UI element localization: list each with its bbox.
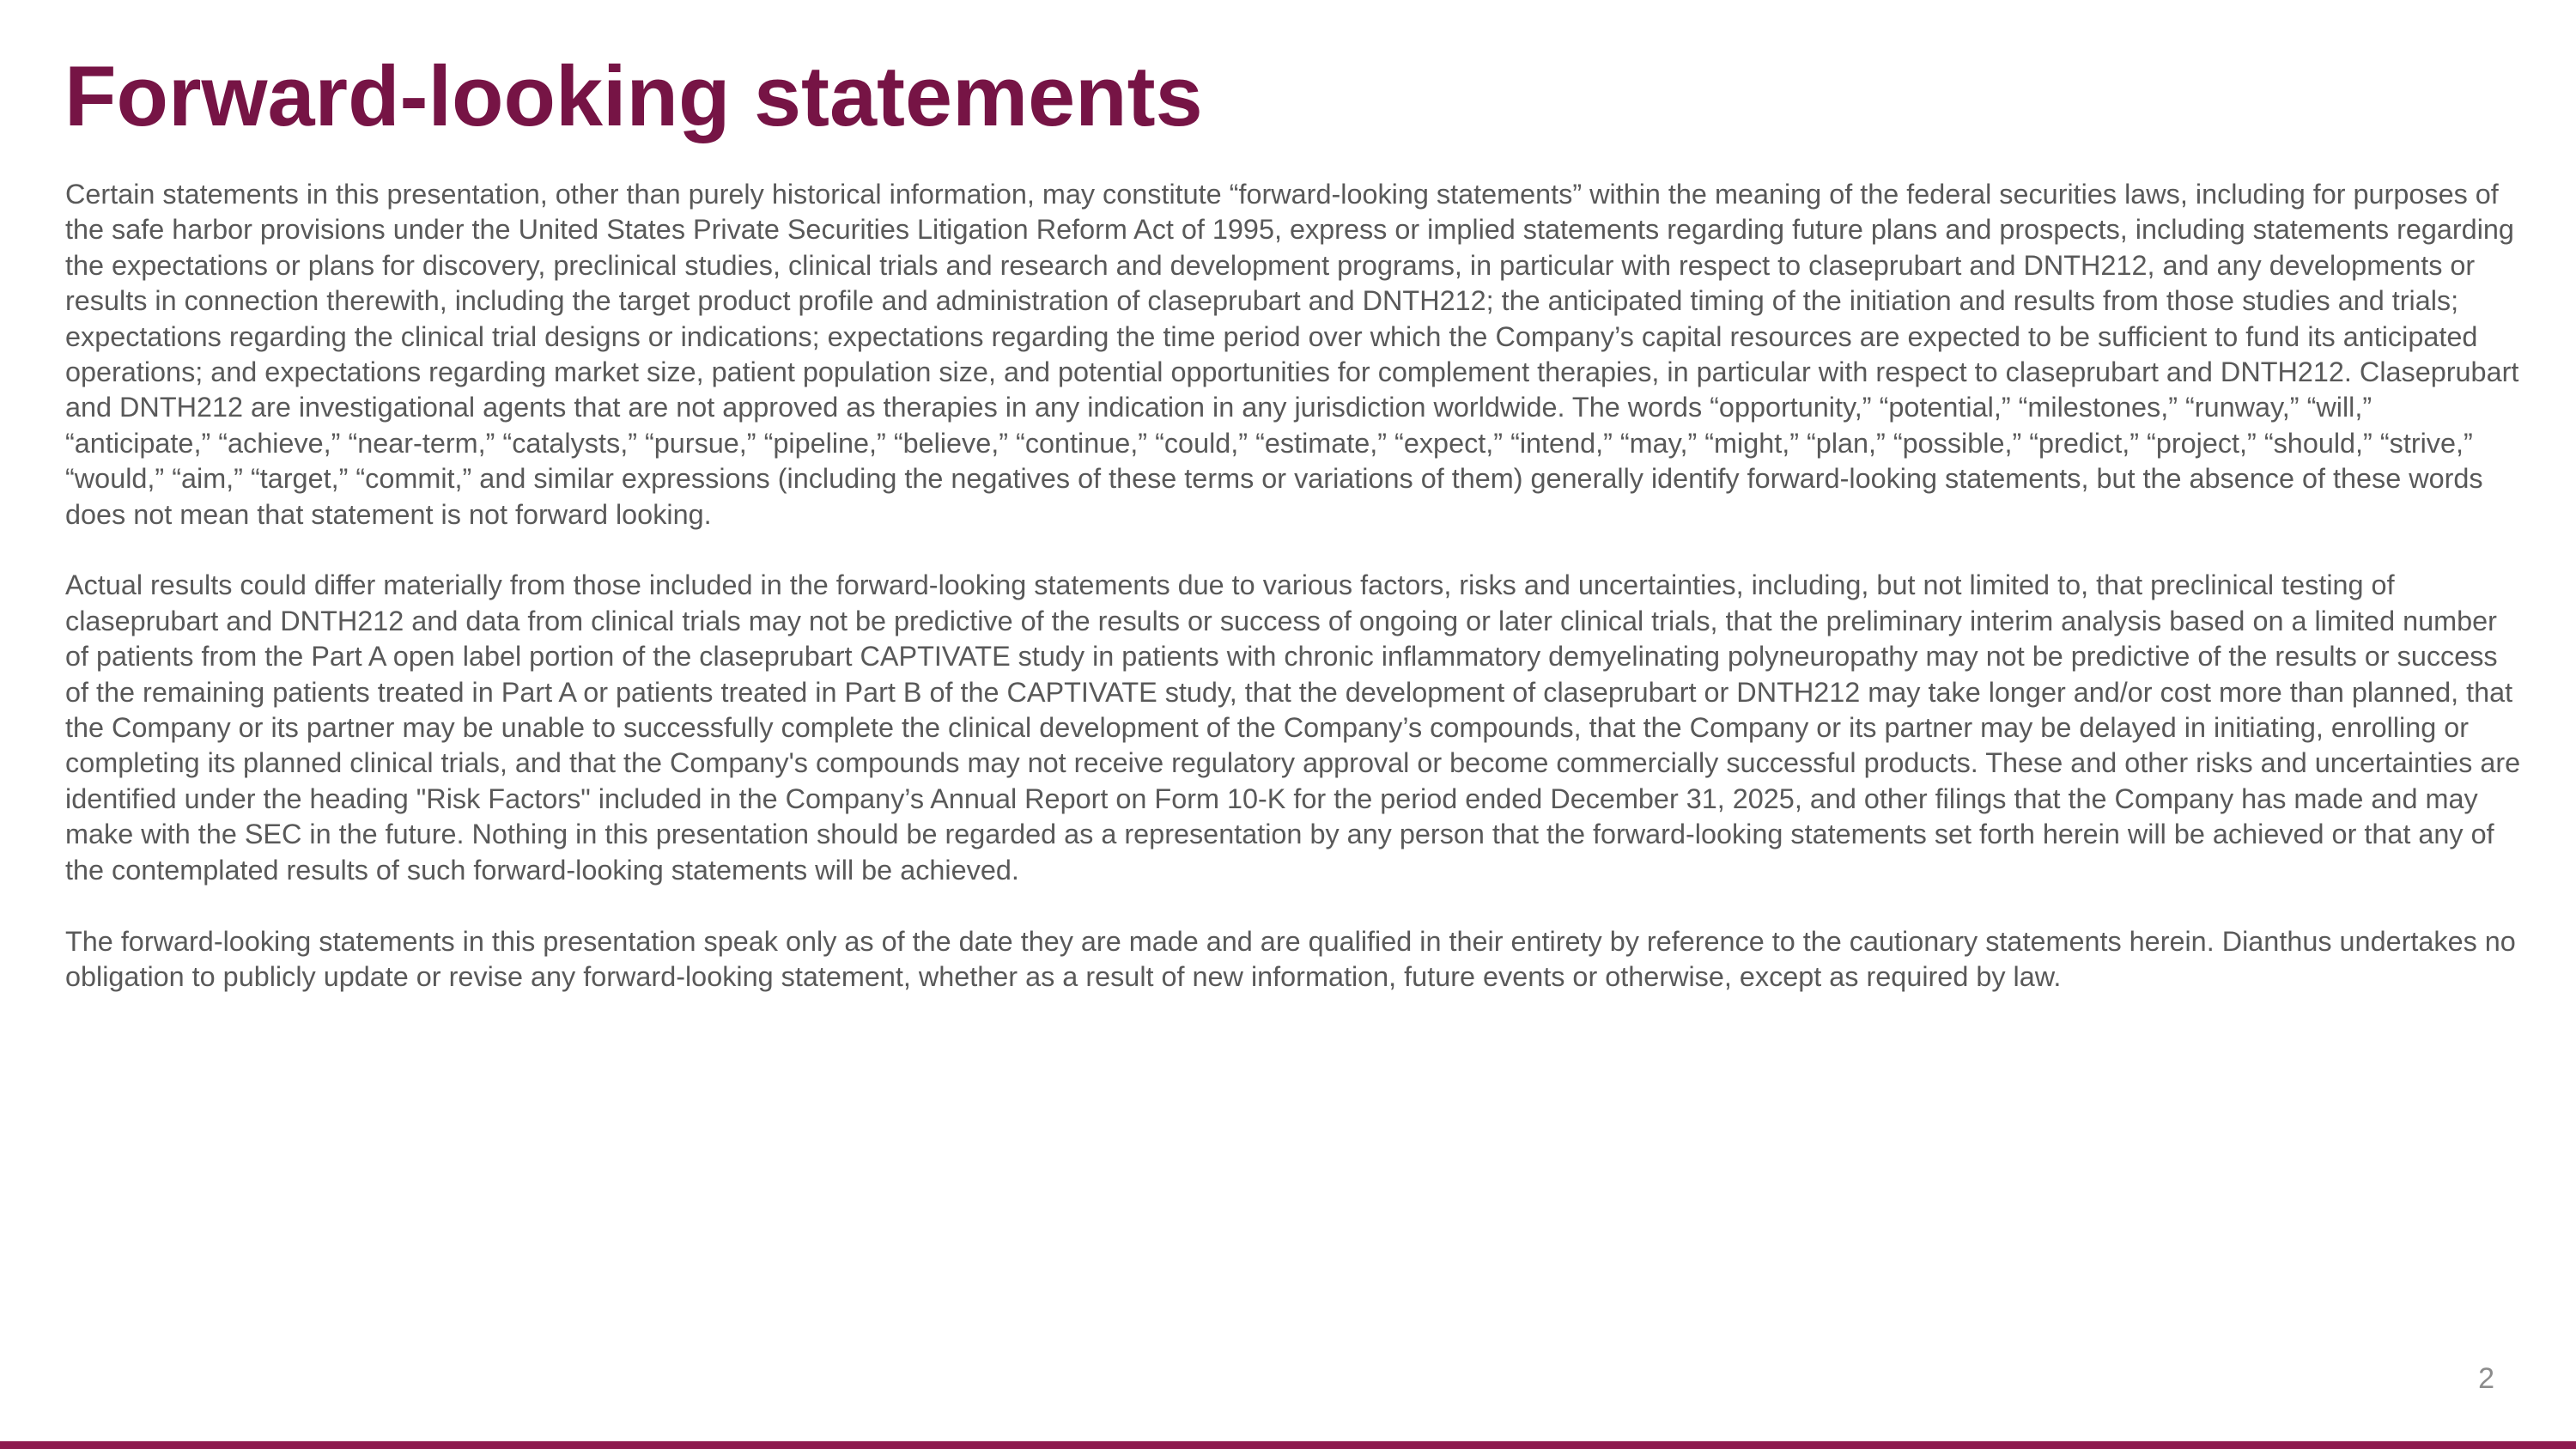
disclaimer-body bbox=[65, 177, 2523, 995]
paragraph-forward-looking-definition: Certain statements in this presentation, other than purely historical information, may constitute “forward-looking statements” within the meaning of the federal securities laws, including for purposes of the safe harbor provisions under the United States Private Securities Litigation Reform Act of 1995, express or implied statements regarding future plans and prospects, including statements regarding the expectations or plans for discovery, preclinical studies, clinical trials and research and development programs, in particular with respect to claseprubart and DNTH212, and any developments or results in connection therewith, including the target product profile and administration of claseprubart and DNTH212; the anticipated timing of the initiation and results from those studies and trials; expectations regarding the clinical trial designs or indications; expectations regarding the time period over which the Company’s capital resources are expected to be sufficient to fund its anticipated operations; and expectations regarding market size, patient population size, and potential opportunities for complement therapies, in particular with respect to claseprubart and DNTH212. Claseprubart and DNTH212 are investigational agents that are not approved as therapies in any indication in any jurisdiction worldwide. The words “opportunity,” “potential,” “milestones,” “runway,” “will,” “anticipate,” “achieve,” “near-term,” “catalysts,” “pursue,” “pipeline,” “believe,” “continue,” “could,” “estimate,” “expect,” “intend,” “may,” “might,” “plan,” “possible,” “predict,” “project,” “should,” “strive,” “would,” “aim,” “target,” “commit,” and similar expressions (including the negatives of these terms or variations of them) generally identify forward-looking statements, but the absence of these words does not mean that statement is not forward looking. bbox=[65, 179, 2519, 530]
footer-accent-bar bbox=[0, 1441, 2576, 1449]
slide-title: Forward-looking statements bbox=[64, 48, 1203, 143]
page-number: 2 bbox=[2478, 1362, 2494, 1395]
paragraph-no-obligation: The forward-looking statements in this presentation speak only as of the date they are made and are qualified in their entirety by reference to the cautionary statements herein. Dianthus undertakes no obligation to publicly update or revise any forward-looking statement, whether as a result of new information, future events or otherwise, except as required by law. bbox=[65, 925, 2516, 992]
paragraph-risk-factors: Actual results could differ materially from those included in the forward-looking statements due to various factors, risks and uncertainties, including, but not limited to, that preclinical testing of claseprubart and DNTH212 and data from clinical trials may not be predictive of the results or success of ongoing or later clinical trials, that the preliminary interim analysis based on a limited number of patients from the Part A open label portion of the claseprubart CAPTIVATE study in patients with chronic inflammatory demyelinating polyneuropathy may not be predictive of the results or success of the remaining patients treated in Part A or patients treated in Part B of the CAPTIVATE study, that the development of claseprubart or DNTH212 may take longer and/or cost more than planned, that the Company or its partner may be unable to successfully complete the clinical development of the Company’s compounds, that the Company or its partner may be delayed in initiating, enrolling or completing its planned clinical trials, and that the Company's compounds may not receive regulatory approval or become commercially successful products. These and other risks and uncertainties are identified under the heading "Risk Factors" included in the Company’s Annual Report on Form 10-K for the period ended December 31, 2025, and other filings that the Company has made and may make with the SEC in the future. Nothing in this presentation should be regarded as a representation by any person that the forward-looking statements set forth herein will be achieved or that any of the contemplated results of such forward-looking statements will be achieved. bbox=[65, 569, 2521, 886]
